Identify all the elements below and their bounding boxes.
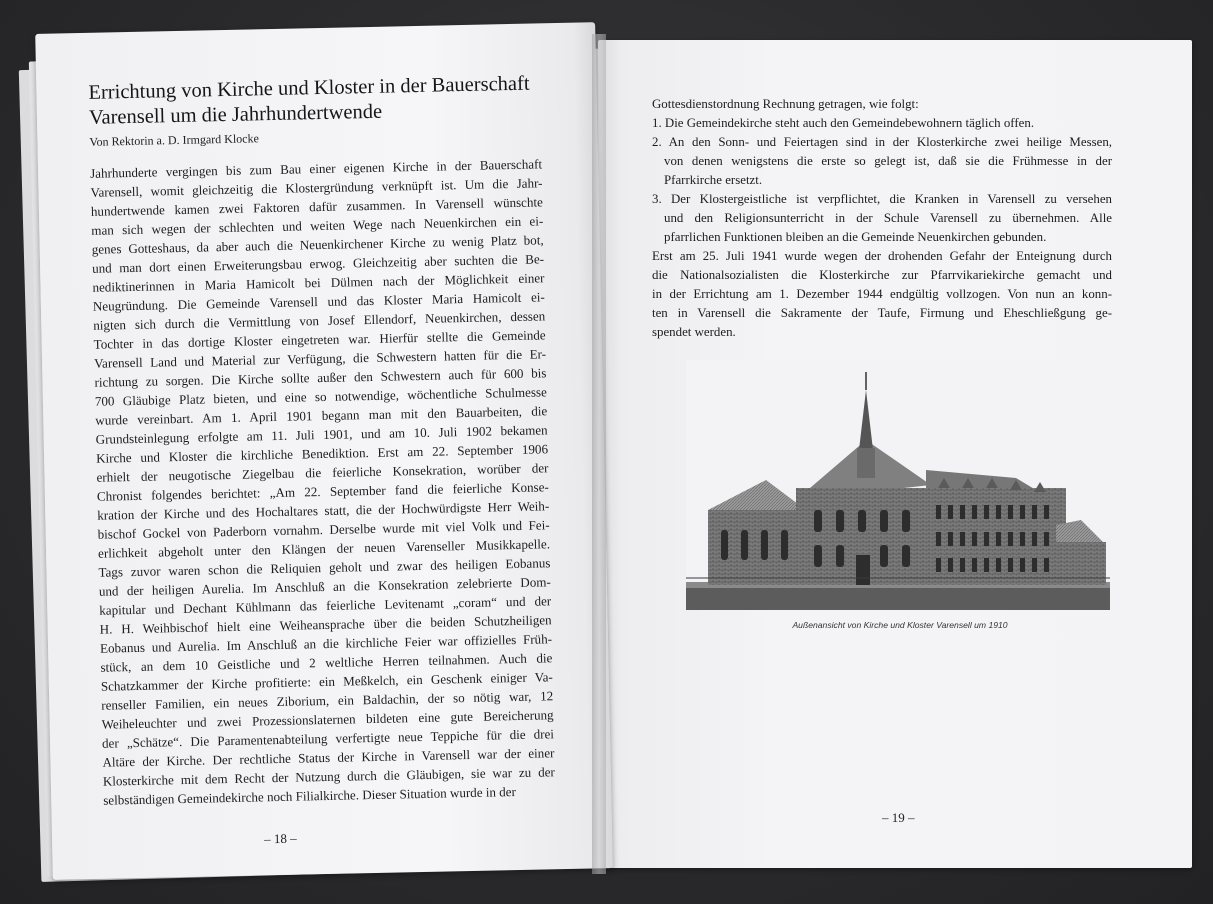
text-line: stück, an dem 10 Geistliche und 2 weltliche Herren teilnahmen. Auch die bbox=[100, 650, 553, 675]
text-line: und man dort einen Erweiterungsbau erwog. Gleichzeitig aber suchten die Be- bbox=[91, 251, 545, 276]
text-line: hundertwende kamen zwei Faktoren dafür zusammen. In Varensell wünschte bbox=[90, 194, 543, 219]
text-line: Pfarrkirche ersetzt. bbox=[664, 173, 763, 187]
text-line: der „Schätze“. Die Paramentenabteilung verfertigte neue Teppiche für die drei bbox=[101, 726, 555, 751]
text-line: und der heiligen Aurelia. Im Anschluß an die Konsekration zelebrierte Dom- bbox=[98, 574, 551, 599]
text-line: genes Gotteshaus, da aber auch die Neuenkirchener Kirche zu wenig Platz bot, bbox=[91, 232, 544, 257]
text-line: spendet werden. bbox=[652, 325, 736, 339]
text-line: Schatzkammer der Kirche profitierte: ein Meßkelch, ein Geschenk einiger Va- bbox=[100, 669, 553, 694]
text-line: 3. Der Klostergeistliche ist verpflichtet, die Kranken in Varensell zu versehen bbox=[652, 192, 1112, 206]
text-line: Altäre der Kirche. Der rechtliche Status der Kirche in Varensell war der einer bbox=[102, 745, 555, 770]
text-line: wurde vereinbart. Am 1. April 1901 begann man mit den Bauarbeiten, die bbox=[95, 403, 548, 428]
text-line: kapitular und Dechant Kühlmann das feierliche Levitenamt „coram“ und der bbox=[99, 593, 552, 618]
text-line: Gottesdienstordnung Rechnung getragen, wie folgt: bbox=[652, 97, 919, 111]
text-line: Tochter in das dortige Kloster eingetreten war. Hierfür stellte die Gemeinde bbox=[93, 327, 546, 352]
article-author: Von Rektorin a. D. Irmgard Klocke bbox=[89, 131, 259, 149]
text-line: Chronist folgendes berichtet: „Am 22. September fand die feierliche Konse- bbox=[96, 479, 549, 504]
text-line: Eobanus und Aurelia. Im Anschluß an die kirchliche Feier war offizielles Früh- bbox=[99, 631, 553, 656]
text-line: erlichkeit abgeholt unter den Klängen der neuen Varenseller Musikkapelle. bbox=[97, 536, 551, 561]
text-line: richtung zu sorgen. Die Kirche sollte außer den Schwestern auch für 600 bis bbox=[94, 365, 547, 390]
text-line: erhielt der neugotische Ziegelbau die feierliche Konsekration, worüber der bbox=[96, 460, 549, 485]
text-line: pfarrlichen Funktionen bleiben an die Gemeinde Neuenkirchen gebunden. bbox=[664, 230, 1047, 244]
page-number: – 19 – bbox=[882, 810, 915, 825]
text-line: Varensell, womit gleichzeitig die Klostergründung verknüpft ist. Um die Jahr- bbox=[90, 175, 543, 200]
right-page bbox=[598, 40, 1192, 868]
left-page bbox=[35, 22, 613, 880]
article-body bbox=[90, 154, 555, 809]
text-line: nigten sich durch die Vermittlung von Josef Ellendorf, Neuenkirchen, dessen bbox=[93, 308, 546, 333]
text-line: Neugründung. Die Gemeinde Varensell und das Kloster Maria Hamicolt ei- bbox=[92, 289, 545, 314]
article-title-line: Errichtung von Kirche und Kloster in der Bauerschaft bbox=[88, 72, 530, 104]
text-line: Tags zuvor waren schon die Reliquien geholt und zwar des heiligen Eobanus bbox=[98, 555, 551, 580]
text-line: ten in Varensell die Sakramente der Taufe, Firmung und Eheschließgung ge- bbox=[652, 306, 1112, 320]
text-line: selbständigen Gemeindekirche noch Filialkirche. Dieser Situation wurde in der bbox=[103, 784, 517, 808]
text-line: 700 Gläubige Platz bieten, und eine so notwendige, wöchentliche Schulmesse bbox=[94, 384, 547, 409]
text-line: nediktinerinnen in Maria Hamicolt bei Dülmen nach der Möglichkeit einer bbox=[92, 270, 545, 295]
church-monastery-photo bbox=[686, 360, 1110, 610]
text-line: renseller Familien, ein neues Ziborium, ein Baldachin, der so nötig war, 12 bbox=[101, 688, 554, 713]
book-gutter bbox=[592, 34, 606, 874]
text-line: Grundsteinlegung erfolgte am 11. Juli 1901, und am 10. Juli 1902 bekamen bbox=[95, 422, 548, 447]
text-line: 1. Die Gemeindekirche steht auch den Gemeindebewohnern täglich offen. bbox=[652, 116, 1035, 130]
text-line: Jahrhunderte vergingen bis zum Bau einer eigenen Kirche in der Bauerschaft bbox=[89, 156, 543, 181]
text-line: bischof Gockel von Paderborn vornahm. Derselbe wurde mit viel Volk und Fei- bbox=[97, 517, 550, 542]
right-page-text bbox=[652, 95, 1112, 342]
article bbox=[88, 71, 555, 809]
page-number: – 18 – bbox=[263, 830, 297, 847]
text-line: von denen wenigstens die erste so gelegt ist, daß sie die Frühmesse in der bbox=[664, 154, 1112, 168]
photo-caption: Außenansicht von Kirche und Kloster Varensell um 1910 bbox=[792, 620, 1008, 630]
text-line: Klosterkirche mit dem Recht der Nutzung durch die Gläubigen, sie war zu der bbox=[102, 764, 555, 789]
text-line: Varensell Land und Material zur Verfügung, die Schwestern hatten für die Er- bbox=[93, 346, 547, 371]
text-line: Kirche und Kloster die kirchliche Benediktion. Erst am 22. September 1906 bbox=[95, 441, 549, 466]
text-line: die Nationalsozialisten die Klosterkirche zur Pfarrvikariekirche gemacht und bbox=[652, 268, 1112, 282]
text-line: in der Errichtung am 1. Dezember 1944 endgültig vollzogen. Von nun an konn- bbox=[652, 287, 1112, 301]
article-title-line: Varensell um die Jahrhundertwende bbox=[88, 100, 383, 129]
text-line: H. H. Weihbischof hielt eine Weiheansprache über die beiden Schutzheiligen bbox=[99, 612, 552, 637]
article-title bbox=[88, 71, 541, 130]
text-line: Erst am 25. Juli 1941 wurde wegen der drohenden Gefahr der Enteignung durch bbox=[652, 249, 1112, 263]
text-line: man sich wegen der schlechten und weiten Wege nach Neuenkirchen ein ei- bbox=[91, 213, 544, 238]
text-line: kration der Kirche und des Hochaltares statt, die der Hochwürdigste Herr Weih- bbox=[97, 498, 550, 523]
text-line: 2. An den Sonn- und Feiertagen sind in der Klosterkirche zwei heilige Messen, bbox=[652, 135, 1112, 149]
text-line: und den Religionsunterricht in der Schule Varensell zu übernehmen. Alle bbox=[664, 211, 1112, 225]
text-line: Weiheleuchter und zwei Prozessionslaternen bildeten eine gute Bereicherung bbox=[101, 707, 554, 732]
